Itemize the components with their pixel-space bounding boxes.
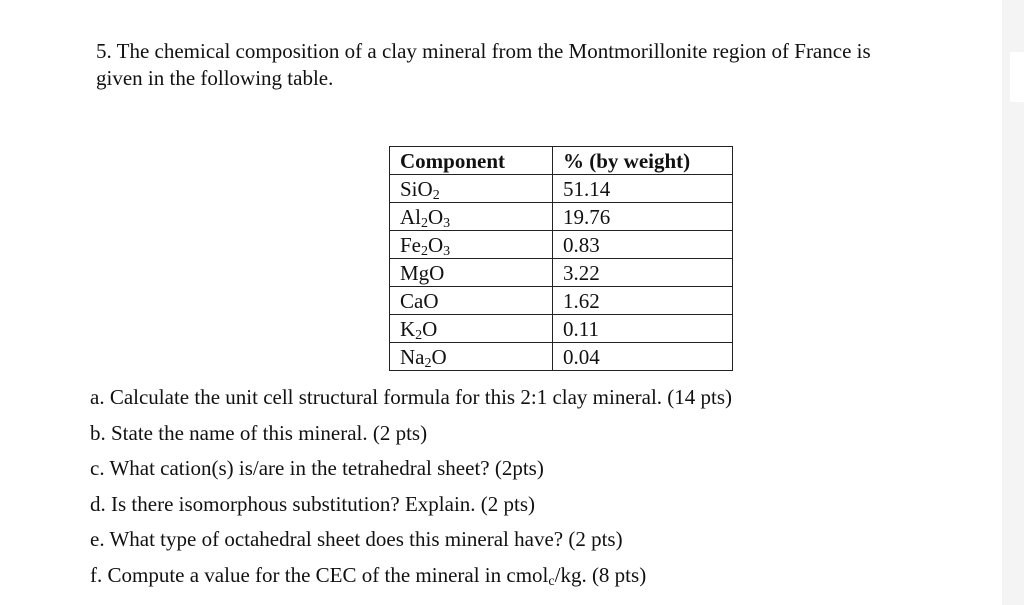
problem-statement-line-2: given in the following table. xyxy=(96,66,334,90)
component-cell: $Al_2O_3$ xyxy=(390,203,553,231)
component-cell: CaO xyxy=(390,287,553,315)
weight-cell: 3.22 xyxy=(553,259,733,287)
header-weight-percent: % (by weight) xyxy=(553,147,733,175)
question-b: b. State the name of this mineral. (2 pts) xyxy=(90,420,428,445)
weight-cell: 0.04 xyxy=(553,343,733,371)
page-gutter xyxy=(1002,0,1024,605)
component-cell: SiO$_2$ xyxy=(390,175,553,203)
composition-table xyxy=(389,146,733,371)
problem-statement-line-1: 5. The chemical composition of a clay mineral from the Montmorillonite region of France is xyxy=(96,39,871,63)
gutter-mark xyxy=(1010,52,1024,102)
table-header-row xyxy=(390,147,733,175)
weight-cell: 0.11 xyxy=(553,315,733,343)
problem-statement xyxy=(96,38,996,92)
weight-cell: 0.83 xyxy=(553,231,733,259)
component-cell: $Na_2O$ xyxy=(390,343,553,371)
question-list xyxy=(90,382,732,595)
weight-cell: 1.62 xyxy=(553,287,733,315)
header-component: Component xyxy=(390,147,553,175)
component-cell: $K_2O$ xyxy=(390,315,553,343)
table-row xyxy=(390,231,733,259)
table-row xyxy=(390,175,733,203)
question-c: c. What cation(s) is/are in the tetrahedral sheet? (2pts) xyxy=(90,456,544,480)
question-d: d. Is there isomorphous substitution? Explain. (2 pts) xyxy=(90,491,536,516)
table-row xyxy=(390,287,733,315)
table-row xyxy=(390,203,733,231)
component-cell: $Fe_2O_3$ xyxy=(390,231,553,259)
weight-cell: 51.14 xyxy=(553,175,733,203)
question-a: a. Calculate the unit cell structural formula for this 2:1 clay mineral. (14 pts) xyxy=(90,385,733,409)
component-cell: MgO xyxy=(390,259,553,287)
table-row xyxy=(390,343,733,371)
table-row xyxy=(390,259,733,287)
table-row xyxy=(390,315,733,343)
weight-cell: 19.76 xyxy=(553,203,733,231)
question-f: f. Compute a value for the CEC of the mineral in cmol$_c$/kg. (8 pts) xyxy=(90,562,647,589)
question-e: e. What type of octahedral sheet does this mineral have? (2 pts) xyxy=(90,527,623,551)
